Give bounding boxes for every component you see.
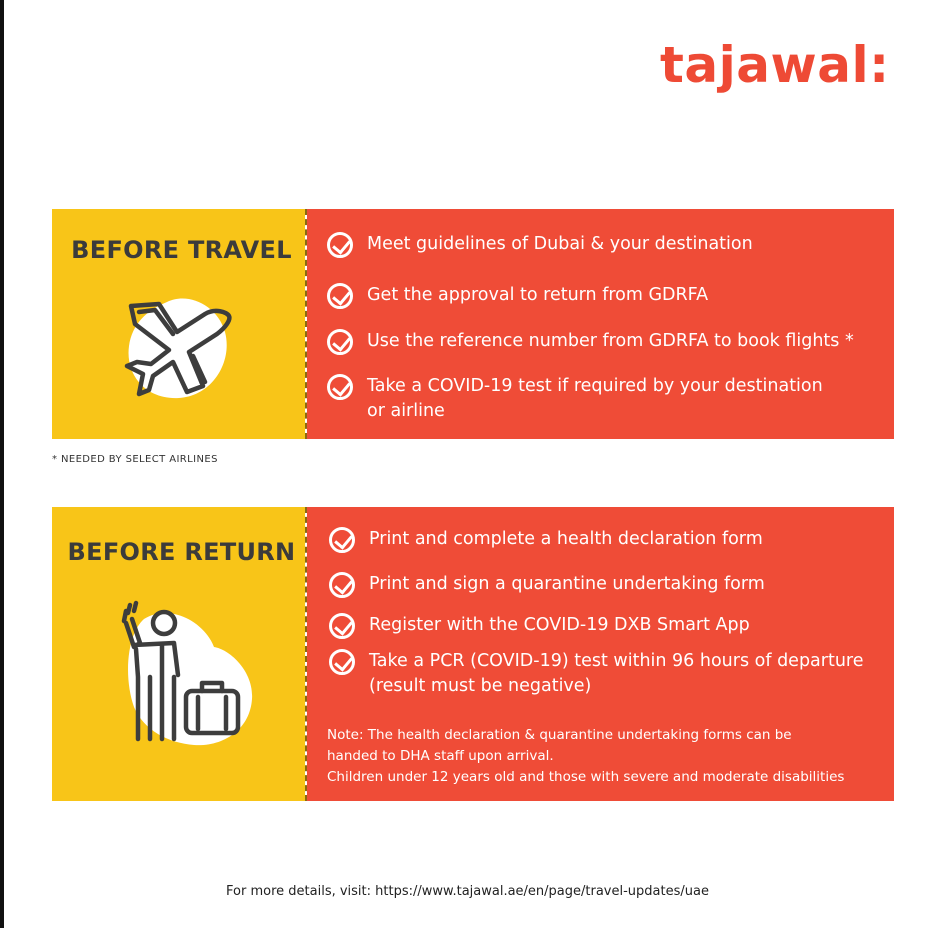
checklist-item-line: Take a COVID-19 test if required by your destination [367,376,823,396]
checklist-item-text: Use the reference number from GDRFA to book flights * [367,331,854,351]
checklist-item [327,283,874,309]
footnote: * NEEDED BY SELECT AIRLINES [52,454,218,465]
checkmark-icon [329,572,355,598]
return-note [327,725,880,788]
checklist-item [329,527,874,553]
before-travel-title: BEFORE TRAVEL [71,236,292,264]
page-left-edge [0,0,4,928]
before-return-checklist [307,507,894,801]
checklist-item [327,374,874,424]
tajawal-logo: tajawal: [660,36,890,94]
checklist-item-text: Print and sign a quarantine undertaking form [369,574,765,594]
airplane-icon [117,284,242,413]
before-travel-checklist [307,209,894,439]
checklist-item-text: Meet guidelines of Dubai & your destination [367,234,753,254]
note-line: Note: The health declaration & quarantine undertaking forms can be [327,727,792,743]
checklist-item [327,329,874,355]
checkmark-icon [327,374,353,400]
checklist-item [329,572,874,598]
checkmark-icon [327,232,353,258]
checkmark-icon [327,283,353,309]
checklist-item-text [369,649,864,699]
checkmark-icon [329,527,355,553]
checklist-item-text: Get the approval to return from GDRFA [367,285,709,305]
checklist-item-text: Print and complete a health declaration form [369,529,763,549]
before-return-left [52,507,305,801]
checklist-item [329,613,874,639]
checklist-item-line: or airline [367,401,445,421]
checkmark-icon [327,329,353,355]
before-travel-left [52,209,305,439]
note-line: handed to DHA staff upon arrival. [327,748,554,764]
checklist-item [327,232,874,258]
checkmark-icon [329,613,355,639]
checklist-item-line: Take a PCR (COVID-19) test within 96 hours of departure [369,651,864,671]
traveler-with-luggage-icon [114,599,259,753]
checklist-item-text [367,374,823,424]
checklist-item [329,649,874,699]
footer-details-link[interactable]: For more details, visit: https://www.tajawal.ae/en/page/travel-updates/uae [226,884,709,899]
before-travel-panel [52,209,894,439]
checklist-item-text: Register with the COVID-19 DXB Smart App [369,615,750,635]
checklist-item-line: (result must be negative) [369,676,592,696]
before-return-panel [52,507,894,801]
note-line: Children under 12 years old and those with severe and moderate disabilities [327,769,845,785]
before-return-title: BEFORE RETURN [67,538,296,566]
checkmark-icon [329,649,355,675]
